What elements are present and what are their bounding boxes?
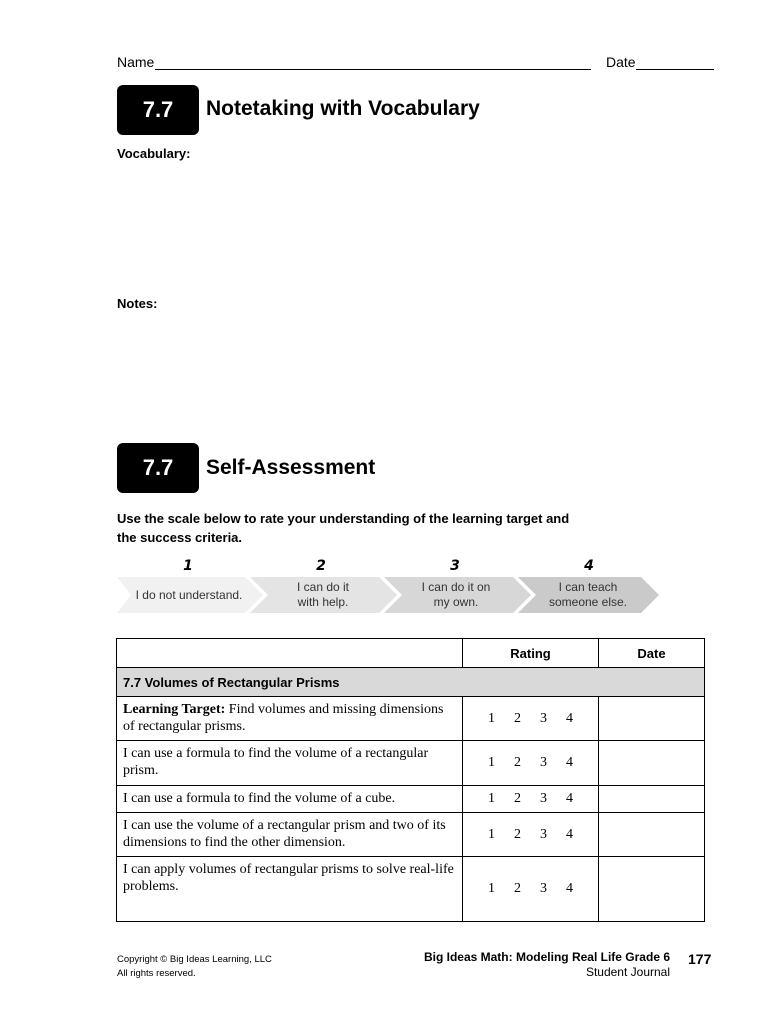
date-cell[interactable] <box>599 741 705 786</box>
table-band-row <box>117 668 705 697</box>
vocabulary-label: Vocabulary: <box>117 146 191 161</box>
header-criteria-blank <box>117 639 463 668</box>
rating-option-1[interactable]: 1 <box>488 881 495 896</box>
rating-cell <box>463 697 599 741</box>
scale-number-4: 4 <box>584 558 594 574</box>
learning-target-text: Find volumes and missing dimensions of rectangular prisms. <box>123 702 444 734</box>
rating-option-1[interactable]: 1 <box>488 826 495 842</box>
section-badge-assess: 7.7 <box>117 443 199 493</box>
page-number: 177 <box>688 951 712 967</box>
section-title-assess: Self-Assessment <box>206 456 376 479</box>
rating-option-4[interactable]: 4 <box>566 710 573 726</box>
scale-text-2 <box>267 577 379 613</box>
scale-number-1: 1 <box>183 558 193 574</box>
copyright-notice <box>117 953 272 981</box>
table-row <box>117 786 705 813</box>
date-cell[interactable] <box>599 697 705 741</box>
self-assessment-table <box>116 638 705 922</box>
header-rating: Rating <box>463 639 599 668</box>
book-title-line-1: Big Ideas Math: Modeling Real Life Grade 6 <box>423 950 670 964</box>
scale-text-2-line-1: I can do it <box>296 580 350 594</box>
section-badge-vocab: 7.7 <box>117 85 199 135</box>
table-row <box>117 813 705 857</box>
rating-cell <box>463 857 599 922</box>
band-title: 7.7 Volumes of Rectangular Prisms <box>117 668 705 697</box>
rating-option-2[interactable]: 2 <box>514 710 521 726</box>
rating-cell <box>463 813 599 857</box>
notes-label: Notes: <box>117 296 158 311</box>
date-cell[interactable] <box>599 813 705 857</box>
scale-text-4 <box>532 577 644 613</box>
assessment-instructions <box>117 509 617 547</box>
criterion-cell: I can use a formula to find the volume of a rectangular prism. <box>117 741 463 786</box>
rating-option-1[interactable]: 1 <box>488 755 495 770</box>
rating-option-2[interactable]: 2 <box>514 881 521 896</box>
rating-option-2[interactable]: 2 <box>514 791 521 806</box>
rating-option-3[interactable]: 3 <box>540 710 547 726</box>
section-title-vocab: Notetaking with Vocabulary <box>206 97 480 120</box>
copyright-line-2: All rights reserved. <box>117 968 196 979</box>
rating-option-4[interactable]: 4 <box>566 881 573 896</box>
scale-number-2: 2 <box>316 558 326 574</box>
scale-text-2-line-2: with help. <box>297 595 349 609</box>
rating-option-1[interactable]: 1 <box>488 710 495 726</box>
book-title-line-2: Student Journal <box>585 965 670 979</box>
date-cell[interactable] <box>599 786 705 813</box>
rating-option-3[interactable]: 3 <box>540 755 547 770</box>
criterion-cell: I can use a formula to find the volume of a cube. <box>117 786 463 813</box>
rating-cell <box>463 741 599 786</box>
date-input-line[interactable] <box>636 69 714 70</box>
rating-option-4[interactable]: 4 <box>566 755 573 770</box>
name-input-line[interactable] <box>155 69 591 70</box>
learning-target-cell <box>117 697 463 741</box>
rating-option-2[interactable]: 2 <box>514 826 521 842</box>
rating-cell <box>463 786 599 813</box>
table-row <box>117 857 705 922</box>
scale-text-3-line-2: my own. <box>433 595 479 609</box>
copyright-line-1: Copyright © Big Ideas Learning, LLC <box>117 954 272 965</box>
instructions-line-2: the success criteria. <box>117 530 243 545</box>
scale-text-1-line-1: I do not understand. <box>135 587 243 602</box>
criterion-cell: I can use the volume of a rectangular prism and two of its dimensions to find the other dimension. <box>117 813 463 857</box>
rating-option-1[interactable]: 1 <box>488 791 495 806</box>
rating-option-4[interactable]: 4 <box>566 791 573 806</box>
date-cell[interactable] <box>599 857 705 922</box>
rating-option-3[interactable]: 3 <box>540 791 547 806</box>
rating-option-4[interactable]: 4 <box>566 826 573 842</box>
rating-option-3[interactable]: 3 <box>540 881 547 896</box>
notes-writing-area[interactable] <box>117 315 707 430</box>
table-row <box>117 741 705 786</box>
scale-text-3 <box>400 577 512 613</box>
scale-number-3: 3 <box>450 558 460 574</box>
criterion-cell: I can apply volumes of rectangular prisms to solve real-life problems. <box>117 857 463 922</box>
table-header-row <box>117 639 705 668</box>
scale-text-1 <box>133 577 245 613</box>
scale-text-4-line-1: I can teach <box>558 580 618 594</box>
scale-text-3-line-1: I can do it on <box>421 580 491 594</box>
vocabulary-writing-area[interactable] <box>117 165 707 285</box>
name-date-line <box>117 54 717 72</box>
rating-option-2[interactable]: 2 <box>514 755 521 770</box>
header-date: Date <box>599 639 705 668</box>
rating-option-3[interactable]: 3 <box>540 826 547 842</box>
book-title <box>424 950 670 980</box>
name-label: Name <box>117 54 155 70</box>
date-label: Date <box>606 54 636 70</box>
table-row <box>117 697 705 741</box>
scale-text-4-line-2: someone else. <box>548 595 628 609</box>
learning-target-label: Learning Target: <box>123 702 226 717</box>
instructions-line-1: Use the scale below to rate your understanding of the learning target and <box>117 511 570 526</box>
